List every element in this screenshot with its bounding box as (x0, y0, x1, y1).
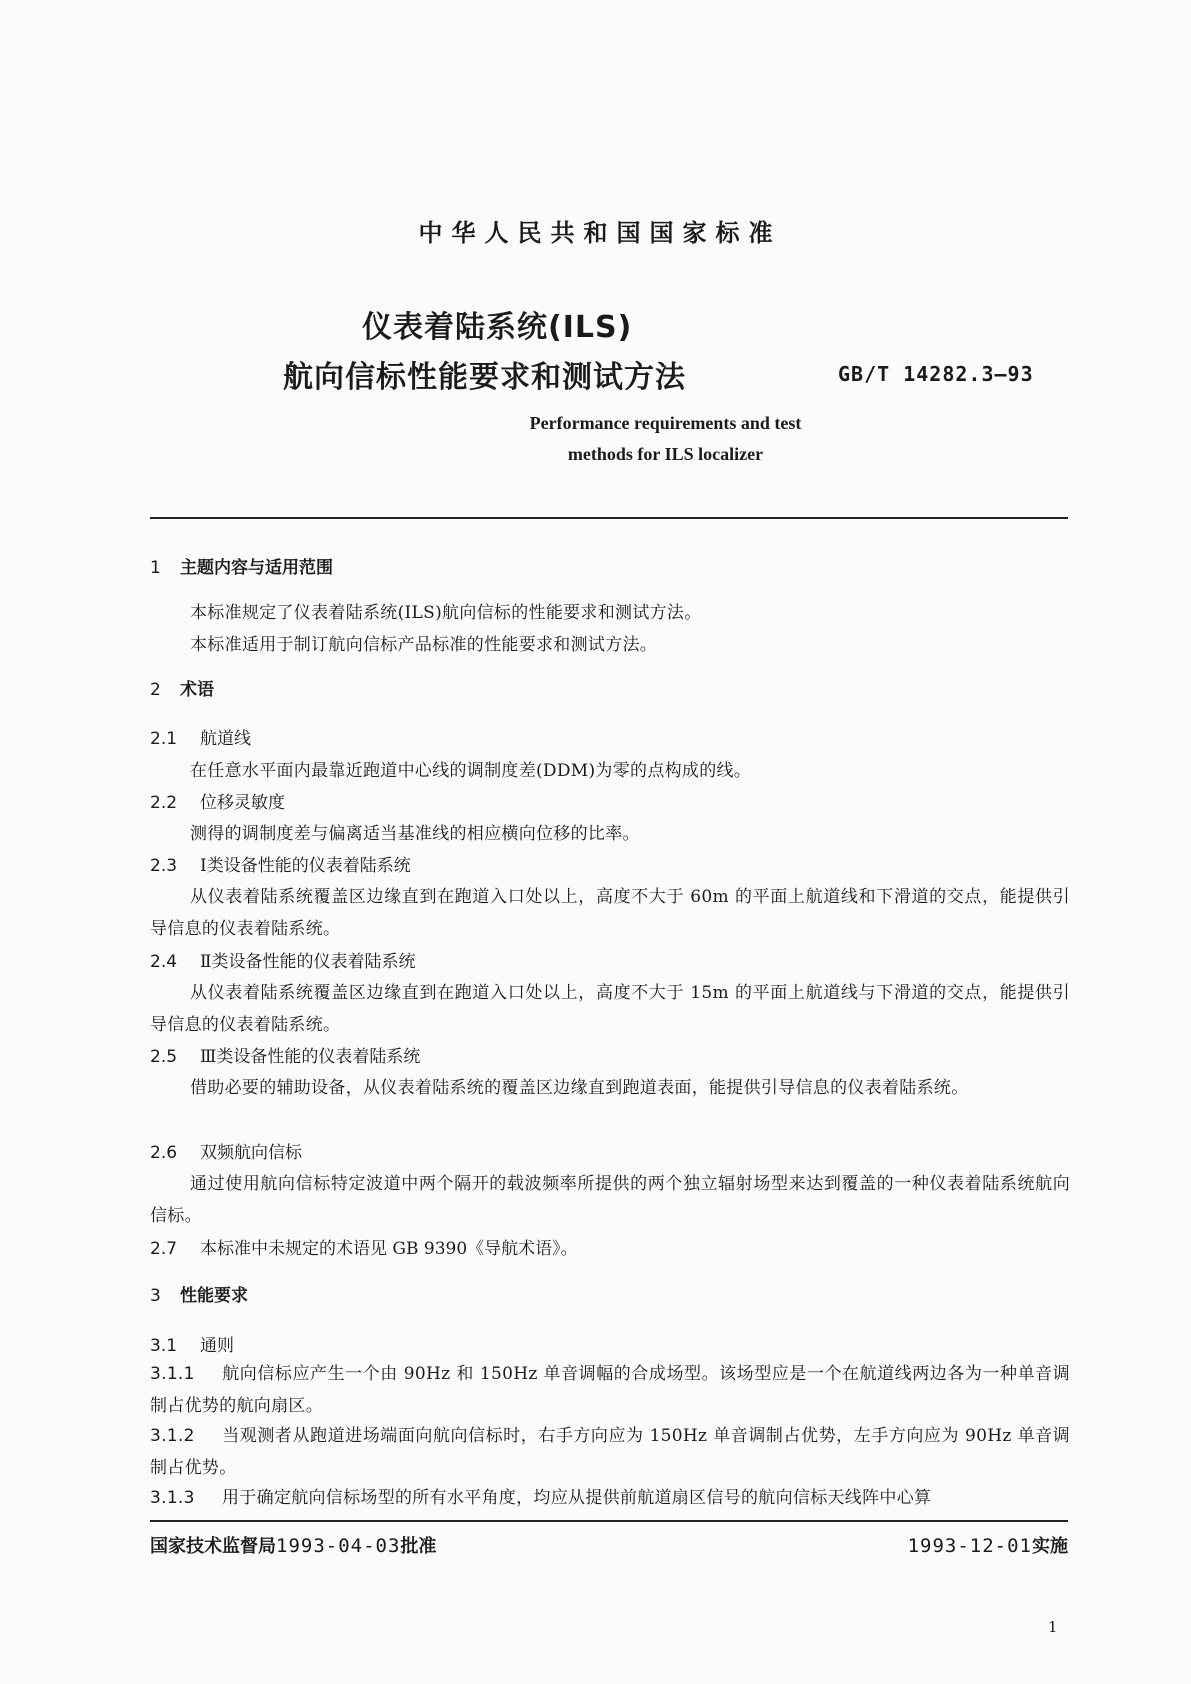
section-number: 2 (150, 680, 161, 700)
clause-2-6-heading: 2.6 双频航向信标 (150, 1143, 302, 1163)
document-title-line1: 仪表着陆系统(ILS) (362, 310, 633, 345)
section-1-paragraph-1: 本标准规定了仪表着陆系统(ILS)航向信标的性能要求和测试方法。 (190, 603, 702, 623)
clause-2-4-text: 从仪表着陆系统覆盖区边缘直到在跑道入口处以上，高度不大于 15m 的平面上航道线与下滑道的交点，能提供引导信息的仪表着陆系统。 (150, 983, 1070, 1035)
approval-info: 国家技术监督局1993-04-03批准 (150, 1535, 437, 1557)
clause-2-6-text: 通过使用航向信标特定波道中两个隔开的载波频率所提供的两个独立辐射场型来达到覆盖的一种仪表着陆系统航向信标。 (150, 1174, 1070, 1226)
clause-2-1-text: 在任意水平面内最靠近跑道中心线的调制度差(DDM)为零的点构成的线。 (190, 761, 752, 781)
bottom-divider (150, 1520, 1068, 1522)
top-divider (150, 517, 1068, 519)
national-standard-heading: 中华人民共和国国家标准 (418, 219, 782, 247)
clause-3-1-1: 3.1.1 航向信标应产生一个由 90Hz 和 150Hz 单音调幅的合成场型。该场型应是一个在航道线两边各为一种单音调制占优势的航向扇区。 (150, 1364, 1070, 1416)
english-title-line2: methods for ILS localizer (567, 444, 764, 464)
section-title: 性能要求 (180, 1286, 248, 1306)
clause-2-5-text: 借助必要的辅助设备，从仪表着陆系统的覆盖区边缘直到跑道表面，能提供引导信息的仪表着陆系统。 (190, 1078, 969, 1098)
english-title-line1: Performance requirements and test (529, 413, 802, 433)
clause-2-3-heading: 2.3 Ⅰ类设备性能的仪表着陆系统 (150, 856, 411, 876)
clause-2-1-heading: 2.1 航道线 (150, 729, 251, 749)
clause-2-7: 2.7 本标准中未规定的术语见 GB 9390《导航术语》。 (150, 1239, 578, 1259)
effective-date: 1993-12-01 (907, 1535, 1032, 1557)
section-1-heading (150, 555, 333, 581)
document-title-line2: 航向信标性能要求和测试方法 (283, 360, 686, 395)
clause-3-1-3: 3.1.3 用于确定航向信标场型的所有水平角度，均应从提供前航道扇区信号的航向信标天线阵中心算 (150, 1488, 932, 1508)
effective-info: 1993-12-01实施 (907, 1535, 1068, 1557)
page-number: 1 (1048, 1618, 1058, 1636)
section-title: 主题内容与适用范围 (180, 558, 333, 578)
section-number: 3 (150, 1286, 161, 1306)
clause-2-2-heading: 2.2 位移灵敏度 (150, 793, 285, 813)
approver: 国家技术监督局 (150, 1536, 276, 1557)
standard-code: GB/T 14282.3—93 (838, 362, 1034, 386)
clause-2-2-text: 测得的调制度差与偏离适当基准线的相应横向位移的比率。 (190, 824, 640, 844)
clause-2-4-heading: 2.4 Ⅱ类设备性能的仪表着陆系统 (150, 952, 416, 972)
clause-2-5-heading: 2.5 Ⅲ类设备性能的仪表着陆系统 (150, 1047, 421, 1067)
clause-2-3-text: 从仪表着陆系统覆盖区边缘直到在跑道入口处以上，高度不大于 60m 的平面上航道线和下滑道的交点，能提供引导信息的仪表着陆系统。 (150, 887, 1070, 939)
approve-date: 1993-04-03 (276, 1535, 401, 1557)
section-number: 1 (150, 558, 161, 578)
section-1-paragraph-2: 本标准适用于制订航向信标产品标准的性能要求和测试方法。 (190, 635, 658, 655)
section-3-heading (150, 1283, 248, 1309)
clause-3-1-heading: 3.1 通则 (150, 1336, 234, 1356)
section-title: 术语 (180, 680, 214, 700)
clause-3-1-2: 3.1.2 当观测者从跑道进场端面向航向信标时，右手方向应为 150Hz 单音调制占优势，左手方向应为 90Hz 单音调制占优势。 (150, 1426, 1070, 1478)
section-2-heading (150, 677, 214, 703)
